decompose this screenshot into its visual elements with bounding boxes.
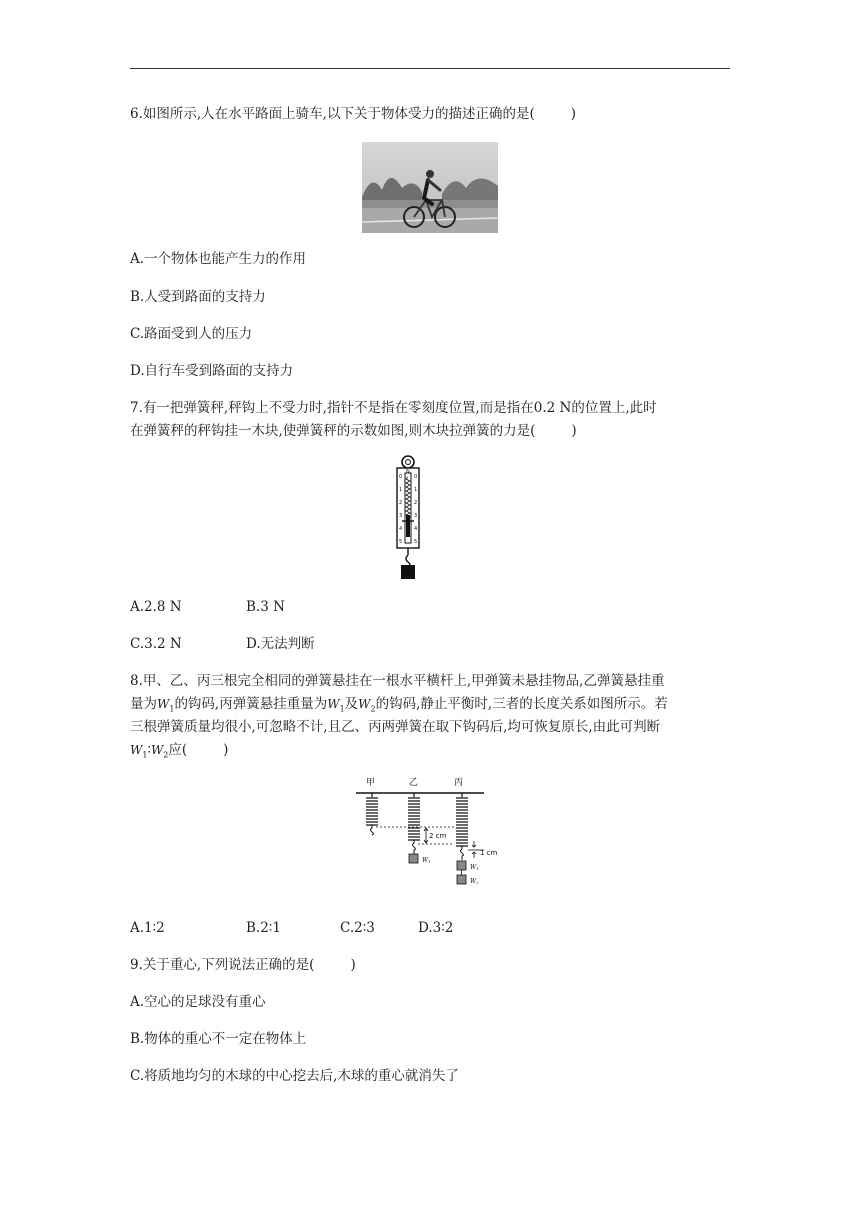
q7-option-d: D.无法判断 <box>246 636 315 652</box>
scale-tick-2: 2 <box>399 500 403 506</box>
q9-stem-text: 9.关于重心,下列说法正确的是( <box>130 957 315 973</box>
wl1-sub: 1 <box>428 859 431 864</box>
scale-unit: N <box>406 469 410 475</box>
dim-2cm-label: 2 cm <box>429 832 447 840</box>
q8-line1: 8.甲、乙、丙三根完全相同的弹簧悬挂在一根水平横杆上,甲弹簧未悬挂物品,乙弹簧悬挂重 <box>130 673 665 689</box>
q8-w2-sub: 2 <box>370 704 376 714</box>
wl3-sub: 2 <box>476 880 479 885</box>
q6-option-c: C.路面受到人的压力 <box>130 326 253 342</box>
q6-stem <box>130 104 576 124</box>
scale-tick-1: 1 <box>399 487 403 493</box>
q8-w1-letter: W <box>157 697 170 711</box>
q8-ratio-w1: W <box>130 743 143 757</box>
q9-option-c: C.将质地均匀的木球的中心挖去后,木球的重心就消失了 <box>130 1068 459 1084</box>
cyclist-photo <box>362 142 498 233</box>
q8-line4 <box>130 740 228 766</box>
q9-option-b: B.物体的重心不一定在物体上 <box>130 1031 307 1047</box>
dim-1cm-arrows <box>472 841 476 858</box>
q6-option-b: B.人受到路面的支持力 <box>130 289 266 305</box>
q7-option-b: B.3 N <box>246 599 285 615</box>
q7-option-c: C.3.2 N <box>130 636 182 652</box>
q7-close-paren: ) <box>571 423 577 439</box>
hook-yi <box>413 840 416 854</box>
q9-option-a: A.空心的足球没有重心 <box>130 994 266 1010</box>
wl2: W <box>470 864 477 871</box>
three-springs-figure <box>352 774 512 894</box>
q9-stem <box>130 955 356 975</box>
q7-options-row1 <box>130 597 285 617</box>
q8-option-a: A.1∶2 <box>130 920 165 936</box>
hook-jia <box>371 825 374 835</box>
q6-stem-text: 6.如图所示,人在水平路面上骑车,以下关于物体受力的描述正确的是( <box>130 106 535 122</box>
q8-line2-b: 的钩码,丙弹簧悬挂重量为 <box>174 696 328 712</box>
q8-options-row <box>130 918 453 938</box>
scale-tick-r4: 4 <box>414 526 418 532</box>
scale-ring-inner <box>406 460 411 465</box>
header-rule <box>130 68 730 69</box>
wl1: W <box>422 857 429 864</box>
q8-option-d: D.3∶2 <box>418 920 454 936</box>
weight-w1-bing <box>457 861 466 870</box>
scale-tick-r5: 5 <box>414 539 418 545</box>
spring-yi <box>408 793 420 840</box>
q8-line2-d: 的钩码,静止平衡时,三者的长度关系如图所示。若 <box>375 696 668 712</box>
scale-tick-4: 4 <box>399 526 403 532</box>
spring-scale-figure <box>386 455 436 583</box>
wl2-sub: 1 <box>476 866 479 871</box>
label-jia: 甲 <box>366 778 376 788</box>
wl3: W <box>470 878 477 885</box>
q8-w1b-sub: 1 <box>339 704 345 714</box>
q8-line2 <box>130 694 668 720</box>
q7-stem-line2-text: 在弹簧秤的秤钩挂一木块,使弹簧秤的示数如图,则木块拉弹簧的力是( <box>130 423 536 439</box>
scale-tick-0: 0 <box>399 474 403 480</box>
wood-block <box>401 565 415 579</box>
q7-stem-line1: 7.有一把弹簧秤,秤钩上不受力时,指针不是指在零刻度位置,而是指在0.2 N的位置上,此时 <box>130 400 657 416</box>
q8-close-paren: ) <box>223 742 229 758</box>
q8-w1b-letter: W <box>327 697 340 711</box>
spring-bing <box>456 793 468 846</box>
q7-option-a: A.2.8 N <box>130 599 182 615</box>
q8-option-c: C.2∶3 <box>340 920 375 936</box>
spring-jia <box>366 793 378 825</box>
weight-w2-bing-label <box>470 878 479 885</box>
scale-tick-r3: 3 <box>414 513 418 519</box>
scale-tick-r0: 0 <box>414 474 418 480</box>
dim-2cm-arrow <box>424 828 428 843</box>
q8-ratio-w2-sub: 2 <box>163 750 169 760</box>
q6-option-a: A.一个物体也能产生力的作用 <box>130 251 307 267</box>
hook-bing <box>461 846 464 860</box>
q8-line2-c: 及 <box>344 696 359 712</box>
q6-option-d: D.自行车受到路面的支持力 <box>130 363 294 379</box>
q8-w2-letter: W <box>358 697 371 711</box>
scale-tick-r2: 2 <box>414 500 418 506</box>
scale-ring <box>402 456 414 468</box>
q8-line4-tail: 应( <box>168 742 188 758</box>
q8-line2-a: 量为 <box>130 696 157 712</box>
weight-w2-bing <box>457 875 466 884</box>
q6-close-paren: ) <box>570 106 577 122</box>
q9-close-paren: ) <box>350 957 356 973</box>
q7-stem-line2 <box>130 421 577 441</box>
q8-w1-sub: 1 <box>169 704 175 714</box>
weight-w1-yi <box>409 854 418 863</box>
q8-ratio-w2: W <box>150 743 164 757</box>
q8-option-b: B.2∶1 <box>246 920 281 936</box>
q7-options-row2 <box>130 634 315 654</box>
q8-ratio-w1-sub: 1 <box>142 750 148 760</box>
scale-tick-5: 5 <box>399 539 403 545</box>
scale-tick-r1: 1 <box>414 487 418 493</box>
weight-w1-bing-label <box>470 864 479 871</box>
dim-1cm-label: 1 cm <box>480 849 498 857</box>
label-bing: 丙 <box>454 778 464 788</box>
q8-ratio-sep: ∶ <box>147 742 151 758</box>
scale-tick-3: 3 <box>399 513 403 519</box>
weight-w1-yi-label <box>422 857 431 864</box>
q8-line3: 三根弹簧质量均很小,可忽略不计,且乙、丙两弹簧在取下钩码后,均可恢复原长,由此可判断 <box>130 719 661 735</box>
scale-indicator <box>406 515 410 537</box>
label-yi: 乙 <box>409 778 419 788</box>
